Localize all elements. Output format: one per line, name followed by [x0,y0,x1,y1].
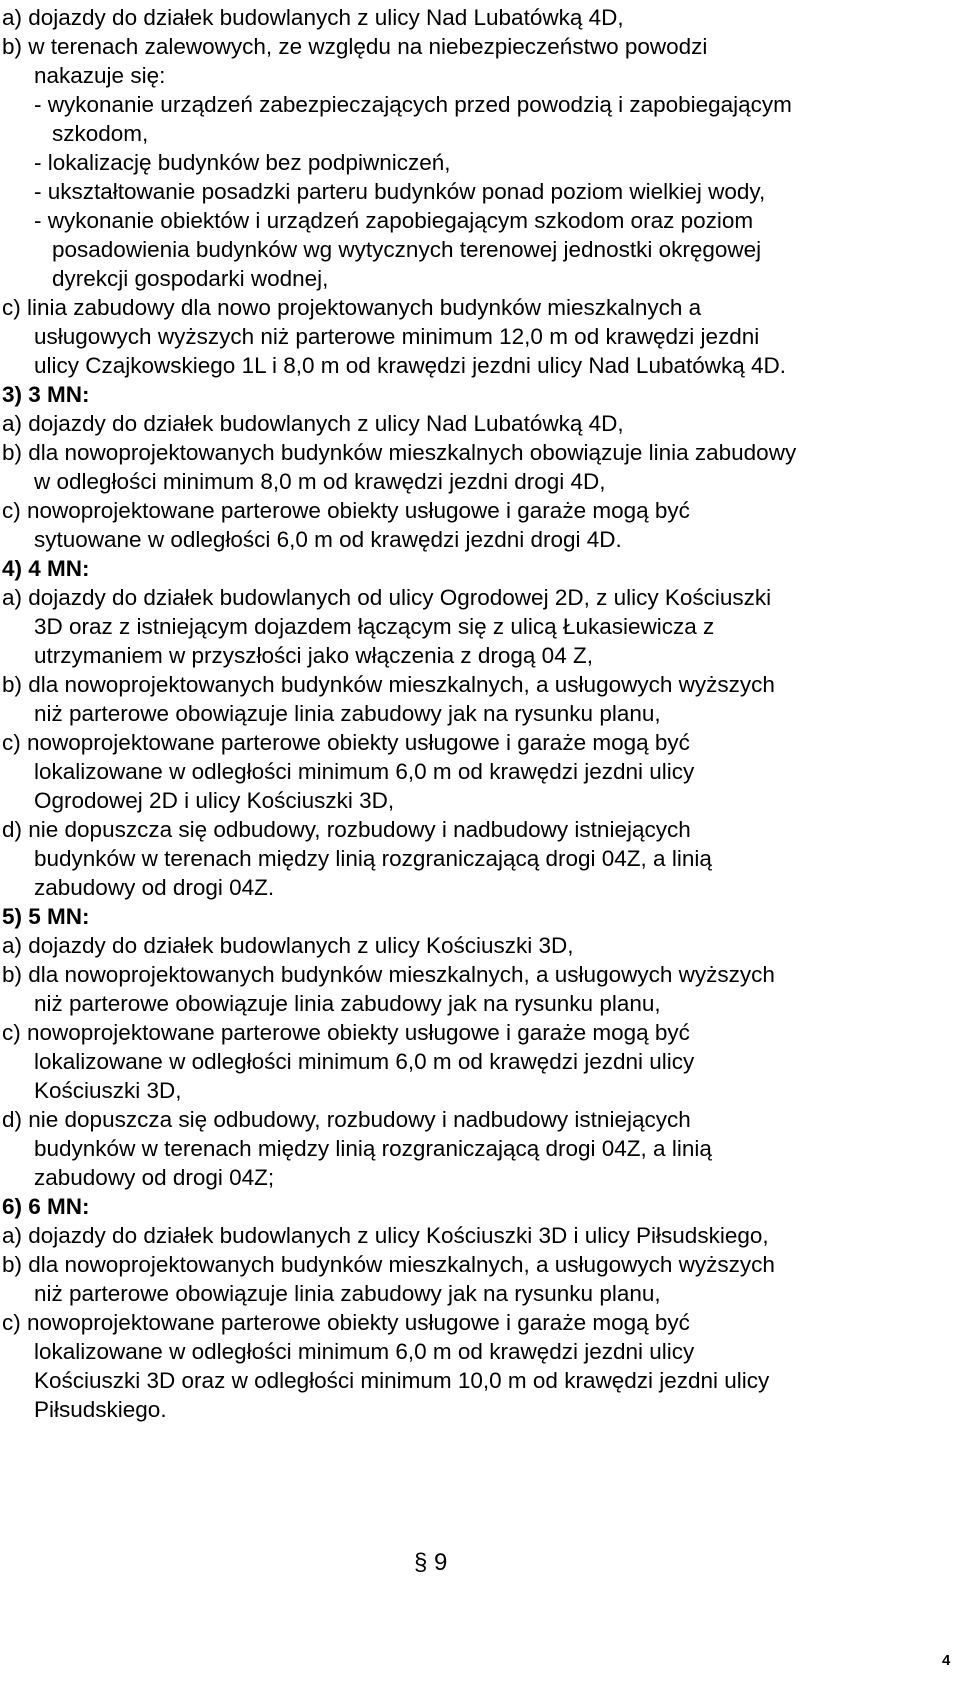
text-line: w odległości minimum 8,0 m od krawędzi jezdni drogi 4D, [34,469,606,494]
text-line: 3D oraz z istniejącym dojazdem łączącym się z ulicą Łukasiewicza z [34,614,715,639]
section-heading: 6) 6 MN: [2,1194,90,1219]
section-reference: § 9 [414,1549,448,1576]
text-line: szkodom, [52,121,149,146]
text-line: niż parterowe obowiązuje linia zabudowy jak na rysunku planu, [34,991,661,1016]
text-line: budynków w terenach między linią rozgraniczającą drogi 04Z, a linią [34,1136,712,1161]
text-line: b) dla nowoprojektowanych budynków mieszkalnych, a usługowych wyższych [2,962,775,987]
text-line: c) nowoprojektowane parterowe obiekty usługowe i garaże mogą być [2,498,690,523]
text-line: a) dojazdy do działek budowlanych z ulicy Nad Lubatówką 4D, [2,411,624,436]
text-line: c) nowoprojektowane parterowe obiekty usługowe i garaże mogą być [2,730,690,755]
page-number: 4 [942,1652,951,1669]
text-line: b) dla nowoprojektowanych budynków mieszkalnych, a usługowych wyższych [2,672,775,697]
section-heading: 4) 4 MN: [2,556,90,581]
text-line: lokalizowane w odległości minimum 6,0 m od krawędzi jezdni ulicy [34,1339,695,1364]
text-line: posadowienia budynków wg wytycznych terenowej jednostki okręgowej [52,237,762,262]
text-line: c) nowoprojektowane parterowe obiekty usługowe i garaże mogą być [2,1310,690,1335]
text-line: nakazuje się: [34,63,166,88]
text-line: sytuowane w odległości 6,0 m od krawędzi jezdni drogi 4D. [34,527,622,552]
text-line: usługowych wyższych niż parterowe minimum 12,0 m od krawędzi jezdni [34,324,760,349]
text-line: - wykonanie obiektów i urządzeń zapobiegającym szkodom oraz poziom [34,208,754,233]
section-heading: 5) 5 MN: [2,904,90,929]
text-line: niż parterowe obowiązuje linia zabudowy jak na rysunku planu, [34,701,661,726]
text-line: niż parterowe obowiązuje linia zabudowy jak na rysunku planu, [34,1281,661,1306]
text-line: lokalizowane w odległości minimum 6,0 m od krawędzi jezdni ulicy [34,759,695,784]
text-line: - lokalizację budynków bez podpiwniczeń, [34,150,451,175]
text-line: - ukształtowanie posadzki parteru budynków ponad poziom wielkiej wody, [34,179,766,204]
text-line: a) dojazdy do działek budowlanych z ulicy Kościuszki 3D, [2,933,574,958]
text-line: budynków w terenach między linią rozgraniczającą drogi 04Z, a linią [34,846,712,871]
text-line: c) nowoprojektowane parterowe obiekty usługowe i garaże mogą być [2,1020,690,1045]
text-line: b) dla nowoprojektowanych budynków mieszkalnych obowiązuje linia zabudowy [2,440,797,465]
text-line: Ogrodowej 2D i ulicy Kościuszki 3D, [34,788,395,813]
text-line: a) dojazdy do działek budowlanych od ulicy Ogrodowej 2D, z ulicy Kościuszki [2,585,772,610]
text-line: d) nie dopuszcza się odbudowy, rozbudowy i nadbudowy istniejących [2,817,691,842]
text-line: Kościuszki 3D, [34,1078,182,1103]
text-line: - wykonanie urządzeń zabezpieczających przed powodzią i zapobiegającym [34,92,792,117]
text-line: a) dojazdy do działek budowlanych z ulicy Nad Lubatówką 4D, [2,5,624,30]
text-line: ulicy Czajkowskiego 1L i 8,0 m od krawędzi jezdni ulicy Nad Lubatówką 4D. [34,353,787,378]
text-line: utrzymaniem w przyszłości jako włączenia z drogą 04 Z, [34,643,593,668]
text-line: a) dojazdy do działek budowlanych z ulicy Kościuszki 3D i ulicy Piłsudskiego, [2,1223,769,1248]
text-line: d) nie dopuszcza się odbudowy, rozbudowy i nadbudowy istniejących [2,1107,691,1132]
text-line: Kościuszki 3D oraz w odległości minimum 10,0 m od krawędzi jezdni ulicy [34,1368,770,1393]
text-line: zabudowy od drogi 04Z; [34,1165,275,1190]
text-line: lokalizowane w odległości minimum 6,0 m od krawędzi jezdni ulicy [34,1049,695,1074]
text-line: zabudowy od drogi 04Z. [34,875,275,900]
text-line: b) dla nowoprojektowanych budynków mieszkalnych, a usługowych wyższych [2,1252,775,1277]
text-line: b) w terenach zalewowych, ze względu na niebezpieczeństwo powodzi [2,34,708,59]
text-line: Piłsudskiego. [34,1397,167,1422]
text-line: dyrekcji gospodarki wodnej, [52,266,329,291]
section-heading: 3) 3 MN: [2,382,90,407]
text-line: c) linia zabudowy dla nowo projektowanych budynków mieszkalnych a [2,295,702,320]
